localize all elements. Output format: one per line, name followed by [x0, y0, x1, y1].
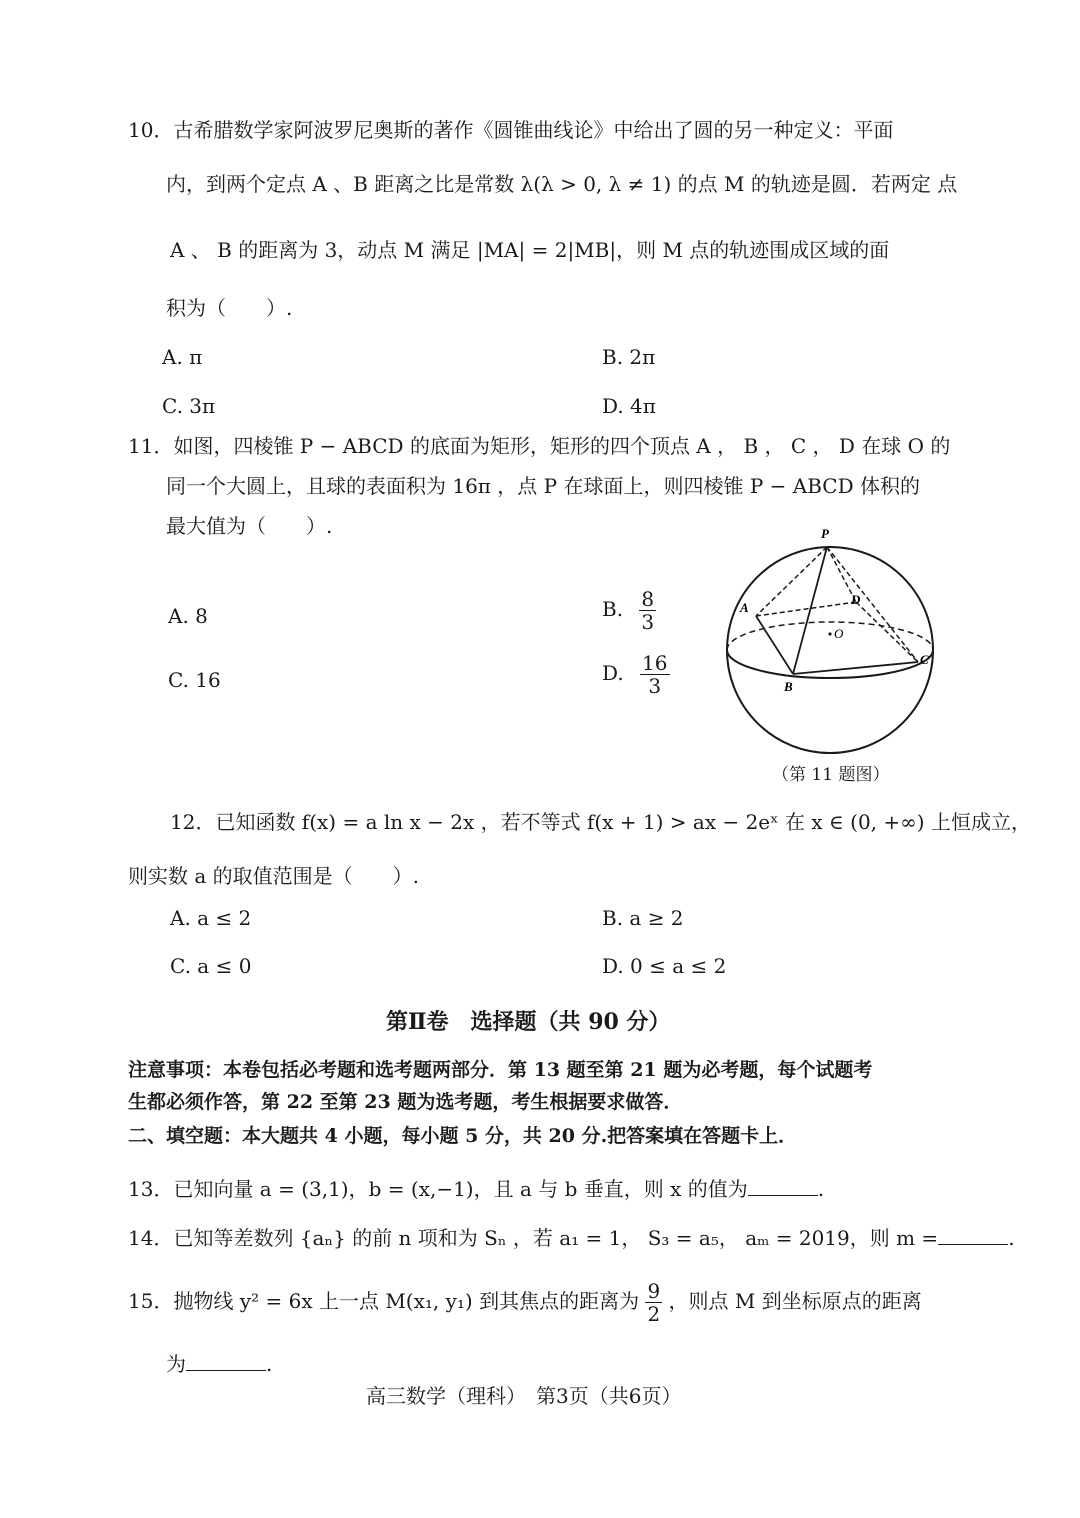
- q11-option-d-denominator: 3: [648, 674, 662, 698]
- q11-option-b: [602, 588, 656, 633]
- q12-line-1: 12．已知函数 f(x) = a ln x − 2x ，若不等式 f(x + 1) > ax − 2eˣ 在 x ∈ (0, +∞) 上恒成立，: [170, 810, 1031, 834]
- fill-in-section-header: 二、填空题：本大题共 4 小题，每小题 5 分，共 20 分.把答案填在答题卡上．: [128, 1125, 798, 1147]
- q15-fraction: [645, 1280, 662, 1325]
- q12-line-2: 则实数 a 的取值范围是（ ）.: [128, 864, 419, 888]
- q12-option-b: B. a ≥ 2: [602, 906, 684, 930]
- q11-option-d-label: D.: [602, 661, 624, 685]
- q14-end: .: [1008, 1226, 1015, 1250]
- q10-option-d: D. 4π: [602, 394, 656, 418]
- q15-line-2-text: 为: [166, 1352, 186, 1376]
- edge-ad: [756, 602, 856, 616]
- q10-option-b: B. 2π: [602, 345, 656, 369]
- q12-option-a: A. a ≤ 2: [170, 906, 252, 930]
- q12-option-d: D. 0 ≤ a ≤ 2: [602, 954, 727, 978]
- q15-answer-blank: [186, 1350, 266, 1371]
- q11-option-c: C. 16: [168, 668, 221, 692]
- section-2-title: 第Ⅱ卷 选择题（共 90 分）: [386, 1009, 671, 1035]
- label-p: P: [821, 526, 829, 541]
- q11-option-b-numerator: 8: [641, 587, 655, 611]
- q10-line-1: 10．古希腊数学家阿波罗尼奥斯的著作《圆锥曲线论》中给出了圆的另一种定义：平面: [128, 118, 894, 142]
- q14-line: [128, 1224, 1015, 1252]
- edge-pa: [756, 547, 827, 616]
- page-footer: 高三数学（理科） 第3页（共6页）: [366, 1384, 682, 1408]
- q13-text: 13．已知向量 a = (3,1)，b = (x,−1)，且 a 与 b 垂直，则 x 的值为: [128, 1177, 748, 1201]
- q11-option-b-fraction: [639, 588, 656, 633]
- edge-ab: [756, 616, 793, 674]
- q11-figure-caption: （第 11 题图）: [772, 765, 890, 785]
- q11-line-1: 11．如图，四棱锥 P − ABCD 的底面为矩形，矩形的四个顶点 A ， B ， C ， D 在球 O 的: [128, 434, 951, 458]
- q13-line: [128, 1175, 824, 1203]
- label-c: C: [920, 652, 929, 667]
- q10-option-c: C. 3π: [162, 394, 216, 418]
- q11-figure-sphere-pyramid: [720, 522, 940, 767]
- q15-text-after: ，则点 M 到坐标原点的距离: [668, 1289, 922, 1313]
- q12-option-c: C. a ≤ 0: [170, 954, 252, 978]
- edge-bc: [793, 662, 918, 674]
- great-circle-back: [727, 622, 933, 650]
- q10-line-4: 积为（ ）.: [166, 296, 293, 320]
- q10-line-3: A 、 B 的距离为 3，动点 M 满足 |MA| = 2|MB|，则 M 点的轨迹围成区域的面: [170, 238, 890, 262]
- label-b: B: [784, 679, 793, 694]
- section-2-notice-line-2: 生都必须作答，第 22 至第 23 题为选考题，考生根据要求做答．: [128, 1091, 683, 1113]
- q11-option-d-fraction: [640, 652, 669, 697]
- q10-option-a: A. π: [162, 345, 203, 369]
- q13-answer-blank: [748, 1175, 818, 1196]
- label-o: O: [834, 626, 844, 641]
- q11-line-3: 最大值为（ ）.: [166, 514, 333, 538]
- q11-option-a: A. 8: [168, 604, 208, 628]
- q15-line-1: [128, 1280, 922, 1325]
- q15-fraction-numerator: 9: [647, 1279, 661, 1303]
- q15-end: .: [266, 1352, 273, 1376]
- label-a: A: [740, 600, 749, 615]
- q14-answer-blank: [938, 1224, 1008, 1245]
- q13-end: .: [817, 1177, 825, 1201]
- q15-line-2: [166, 1350, 272, 1378]
- center-point: [828, 632, 831, 635]
- q15-fraction-denominator: 2: [647, 1302, 661, 1326]
- edge-pc: [827, 547, 918, 662]
- q14-text: 14．已知等差数列 {aₙ} 的前 n 项和为 Sₙ ，若 a₁ = 1， S₃ = a₅， aₘ = 2019，则 m =: [128, 1226, 939, 1250]
- section-2-notice-line-1: 注意事项：本卷包括必考题和选考题两部分．第 13 题至第 21 题为必考题，每个试题考: [128, 1059, 873, 1081]
- q11-option-d: [602, 652, 670, 697]
- sphere-outline: [727, 547, 933, 753]
- q11-option-b-label: B.: [602, 597, 624, 621]
- label-d: D: [851, 592, 861, 607]
- q15-text-before: 15．抛物线 y² = 6x 上一点 M(x₁, y₁) 到其焦点的距离为: [128, 1289, 640, 1313]
- q10-line-2: 内，到两个定点 A 、B 距离之比是常数 λ(λ > 0, λ ≠ 1) 的点 M 的轨迹是圆．若两定 点: [166, 172, 958, 196]
- q11-line-2: 同一个大圆上，且球的表面积为 16π ，点 P 在球面上，则四棱锥 P − ABCD 体积的: [166, 474, 920, 498]
- q11-option-d-numerator: 16: [642, 651, 668, 675]
- q11-option-b-denominator: 3: [641, 610, 655, 634]
